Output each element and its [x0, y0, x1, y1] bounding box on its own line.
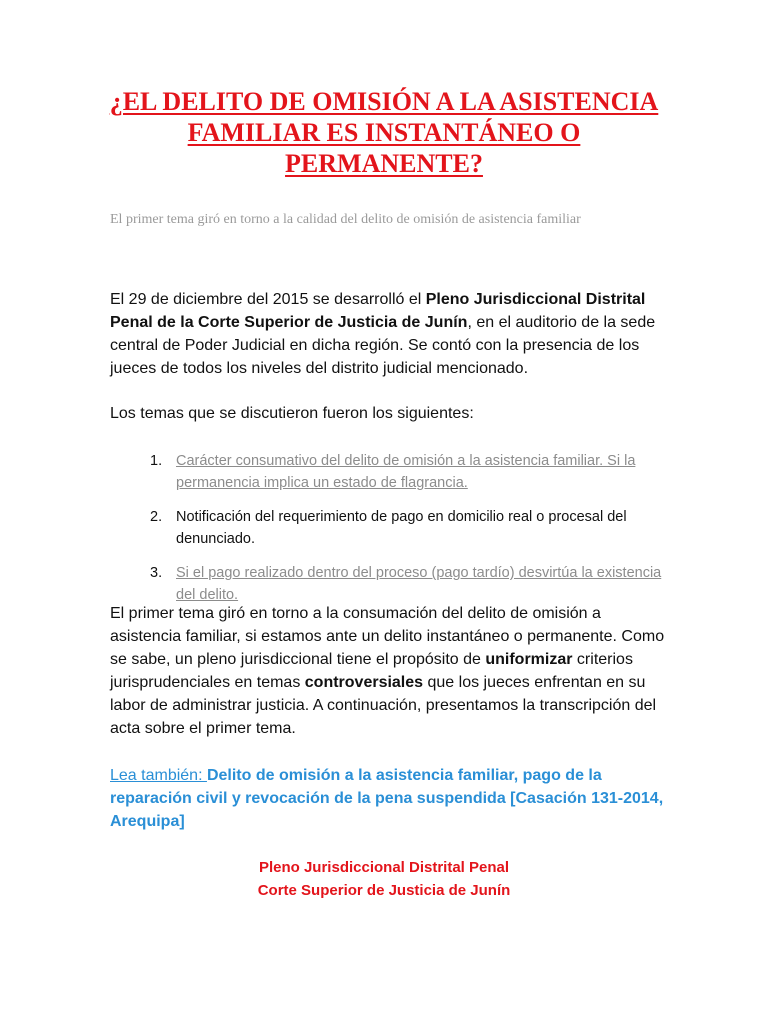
topic-number: 1. — [150, 453, 163, 469]
signature-block — [110, 856, 658, 902]
body-bold-controversiales: controversiales — [304, 674, 424, 691]
topic-text: Si el pago realizado dentro del proceso (pago tardío) desvirtúa la existencia del delito. — [176, 565, 662, 603]
body-bold-uniformizar: uniformizar — [485, 651, 573, 668]
topic-item-1 — [150, 450, 670, 494]
topic-number: 2. — [150, 509, 163, 525]
topics-intro: Los temas que se discutieron fueron los siguientes: — [110, 405, 474, 422]
topic-number: 3. — [150, 565, 163, 581]
body-text-3: que los jueces enfrentan en su labor de administrar justicia. A continuación, presentamos la transcripción del acta sobre el primer tema. — [110, 674, 657, 737]
topic-text: Notificación del requerimiento de pago en domicilio real o procesal del denunciado. — [176, 509, 627, 547]
intro-paragraph — [110, 288, 670, 380]
topics-list — [150, 450, 670, 618]
topic-item-3 — [150, 562, 670, 606]
intro-bold-court: Pleno Jurisdiccional Distrital Penal de la Corte Superior de Justicia de Junín — [110, 291, 646, 331]
body-text-1: El primer tema giró en torno a la consumación del delito de omisión a asistencia familiar, si estamos ante un delito instantáneo o permanente. Como se sabe, un pleno jurisdiccional tiene el propósito de — [110, 605, 665, 668]
signature-line-1: Pleno Jurisdiccional Distrital Penal — [258, 859, 510, 876]
topic-item-2 — [150, 506, 670, 550]
see-also-link[interactable]: Delito de omisión a la asistencia familiar, pago de la reparación civil y revocación de la pena suspendida [Casación 131-2014, Arequipa] — [110, 767, 664, 830]
body-paragraph — [110, 602, 670, 740]
article-subtitle: El primer tema giró en torno a la calidad del delito de omisión de asistencia familiar — [110, 212, 581, 227]
intro-text-1: El 29 de diciembre del 2015 se desarrolló el — [110, 291, 426, 308]
topic-text: Carácter consumativo del delito de omisión a la asistencia familiar. Si la permanencia implica un estado de flagrancia. — [176, 453, 636, 491]
article-title: ¿EL DELITO DE OMISIÓN A LA ASISTENCIA FAMILIAR ES INSTANTÁNEO O PERMANENTE? — [109, 87, 659, 178]
intro-text-2: , en el auditorio de la sede central de Poder Judicial en dicha región. Se contó con la presencia de los jueces de todos los niveles del distrito judicial mencionado. — [110, 314, 656, 377]
signature-line-2: Corte Superior de Justicia de Junín — [257, 882, 511, 899]
body-text-2: criterios jurisprudenciales en temas — [110, 651, 633, 691]
see-also-paragraph — [110, 764, 670, 833]
see-also-label[interactable]: Lea también: — [110, 767, 207, 784]
